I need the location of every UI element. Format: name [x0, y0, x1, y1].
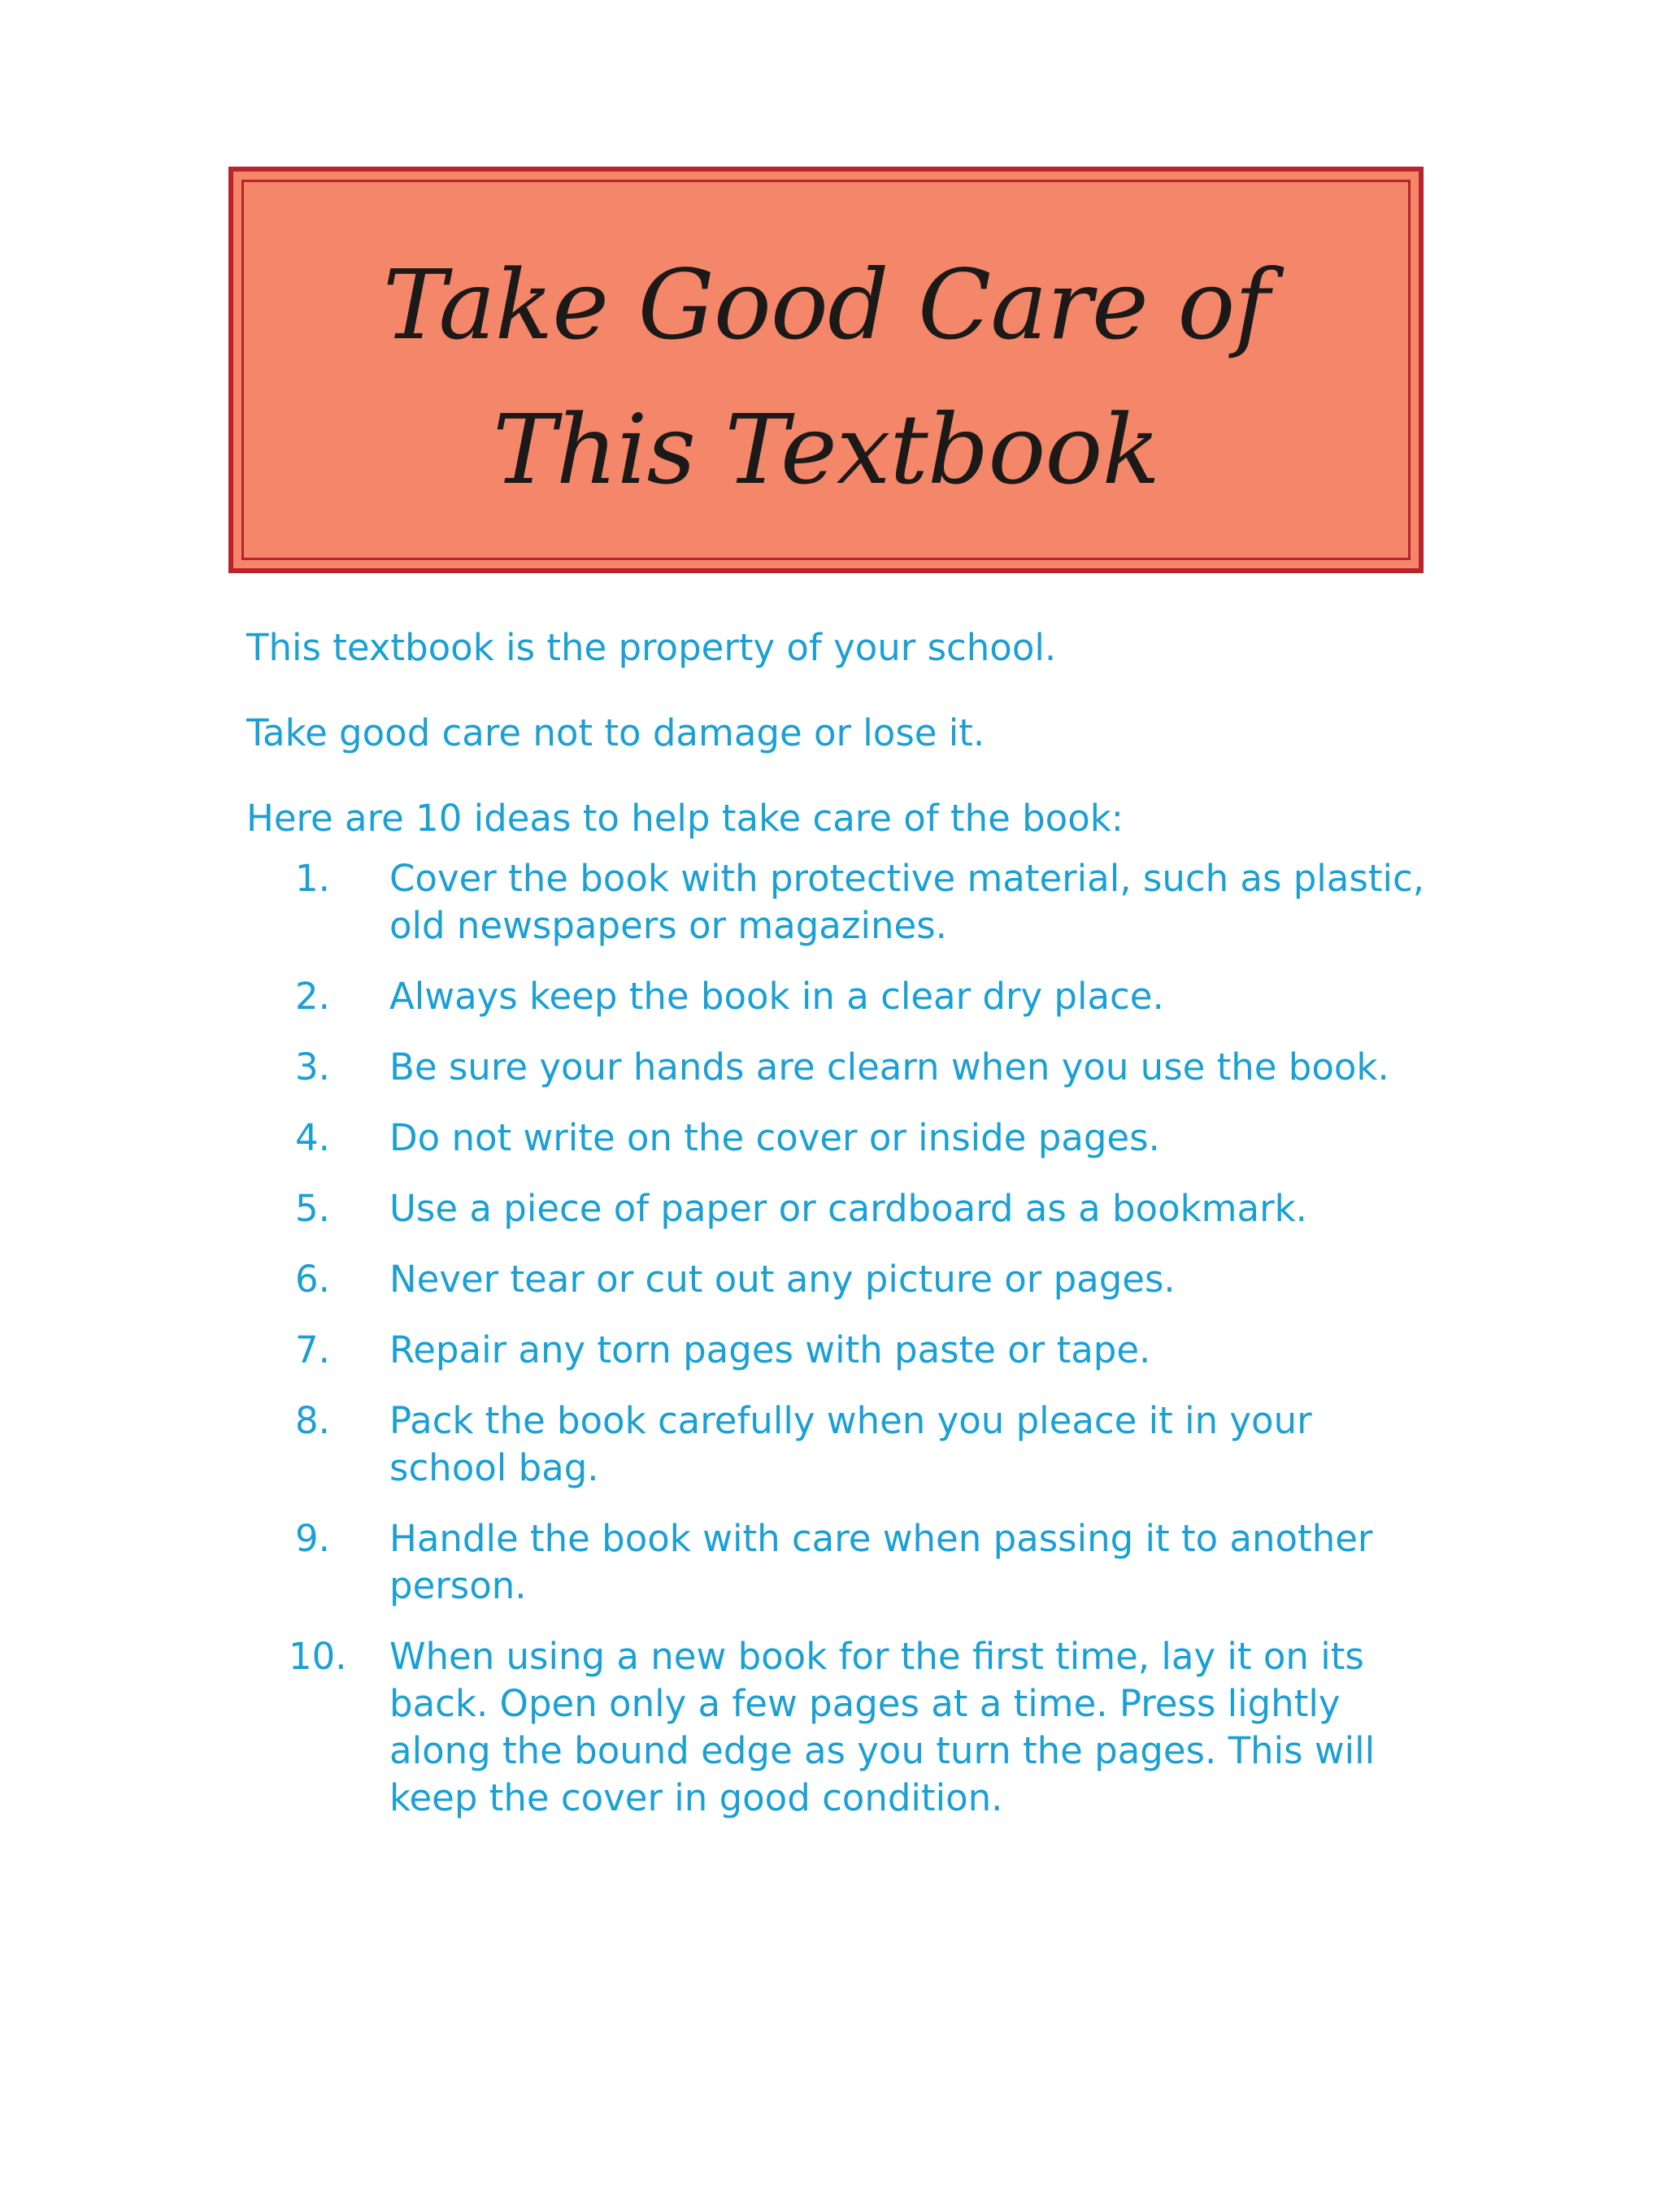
- list-item-number: 2.: [295, 975, 330, 1018]
- list-item: [246, 1515, 1433, 1610]
- list-item-text: Always keep the book in a clear dry place.: [389, 975, 1164, 1018]
- list-item-number: 4.: [295, 1116, 330, 1159]
- list-item: [246, 1115, 1433, 1162]
- list-item: [246, 1185, 1433, 1232]
- list-item: [246, 1327, 1433, 1374]
- content: [246, 624, 1433, 1845]
- list-item-number: 8.: [295, 1399, 330, 1442]
- list-item: [246, 1397, 1433, 1492]
- intro-ideas: Here are 10 ideas to help take care of the book:: [246, 797, 1124, 840]
- list-item-number: 10.: [289, 1635, 347, 1678]
- list-item-number: 9.: [295, 1517, 330, 1560]
- title-box: [228, 167, 1424, 573]
- list-item-text: Never tear or cut out any picture or pages.: [389, 1258, 1176, 1301]
- title-line-1: Take Good Care of: [382, 249, 1270, 361]
- title-line-2: This Textbook: [493, 393, 1159, 506]
- list-item-text: Handle the book with care when passing it to another person.: [389, 1517, 1373, 1607]
- intro-property: This textbook is the property of your school.: [246, 626, 1057, 669]
- page-title: [233, 232, 1419, 522]
- list-item-text: When using a new book for the first time, lay it on its back. Open only a few pages at a time. Press lightly along the bound edge as you turn the pages. This will keep the cover in good condition.: [389, 1635, 1376, 1819]
- list-item-text: Pack the book carefully when you pleace it in your school bag.: [389, 1399, 1312, 1489]
- list-item: [246, 973, 1433, 1020]
- list-item: [246, 1044, 1433, 1091]
- list-item-number: 3.: [295, 1045, 330, 1089]
- list-item-text: Cover the book with protective material, such as plastic, old newspapers or magazines.: [389, 857, 1425, 947]
- list-item-text: Do not write on the cover or inside pages.: [389, 1116, 1160, 1159]
- list-item-number: 1.: [295, 857, 330, 900]
- list-item-number: 6.: [295, 1258, 330, 1301]
- list-item: [246, 855, 1433, 950]
- list-item-text: Use a piece of paper or cardboard as a bookmark.: [389, 1187, 1307, 1230]
- care-ideas-list: [246, 855, 1433, 1822]
- list-item-text: Repair any torn pages with paste or tape.: [389, 1328, 1151, 1371]
- intro-care: Take good care not to damage or lose it.: [246, 711, 985, 754]
- list-item-text: Be sure your hands are clearn when you use the book.: [389, 1045, 1389, 1089]
- list-item-number: 7.: [295, 1328, 330, 1371]
- list-item: [246, 1256, 1433, 1303]
- list-item: [246, 1633, 1433, 1822]
- list-item-number: 5.: [295, 1187, 330, 1230]
